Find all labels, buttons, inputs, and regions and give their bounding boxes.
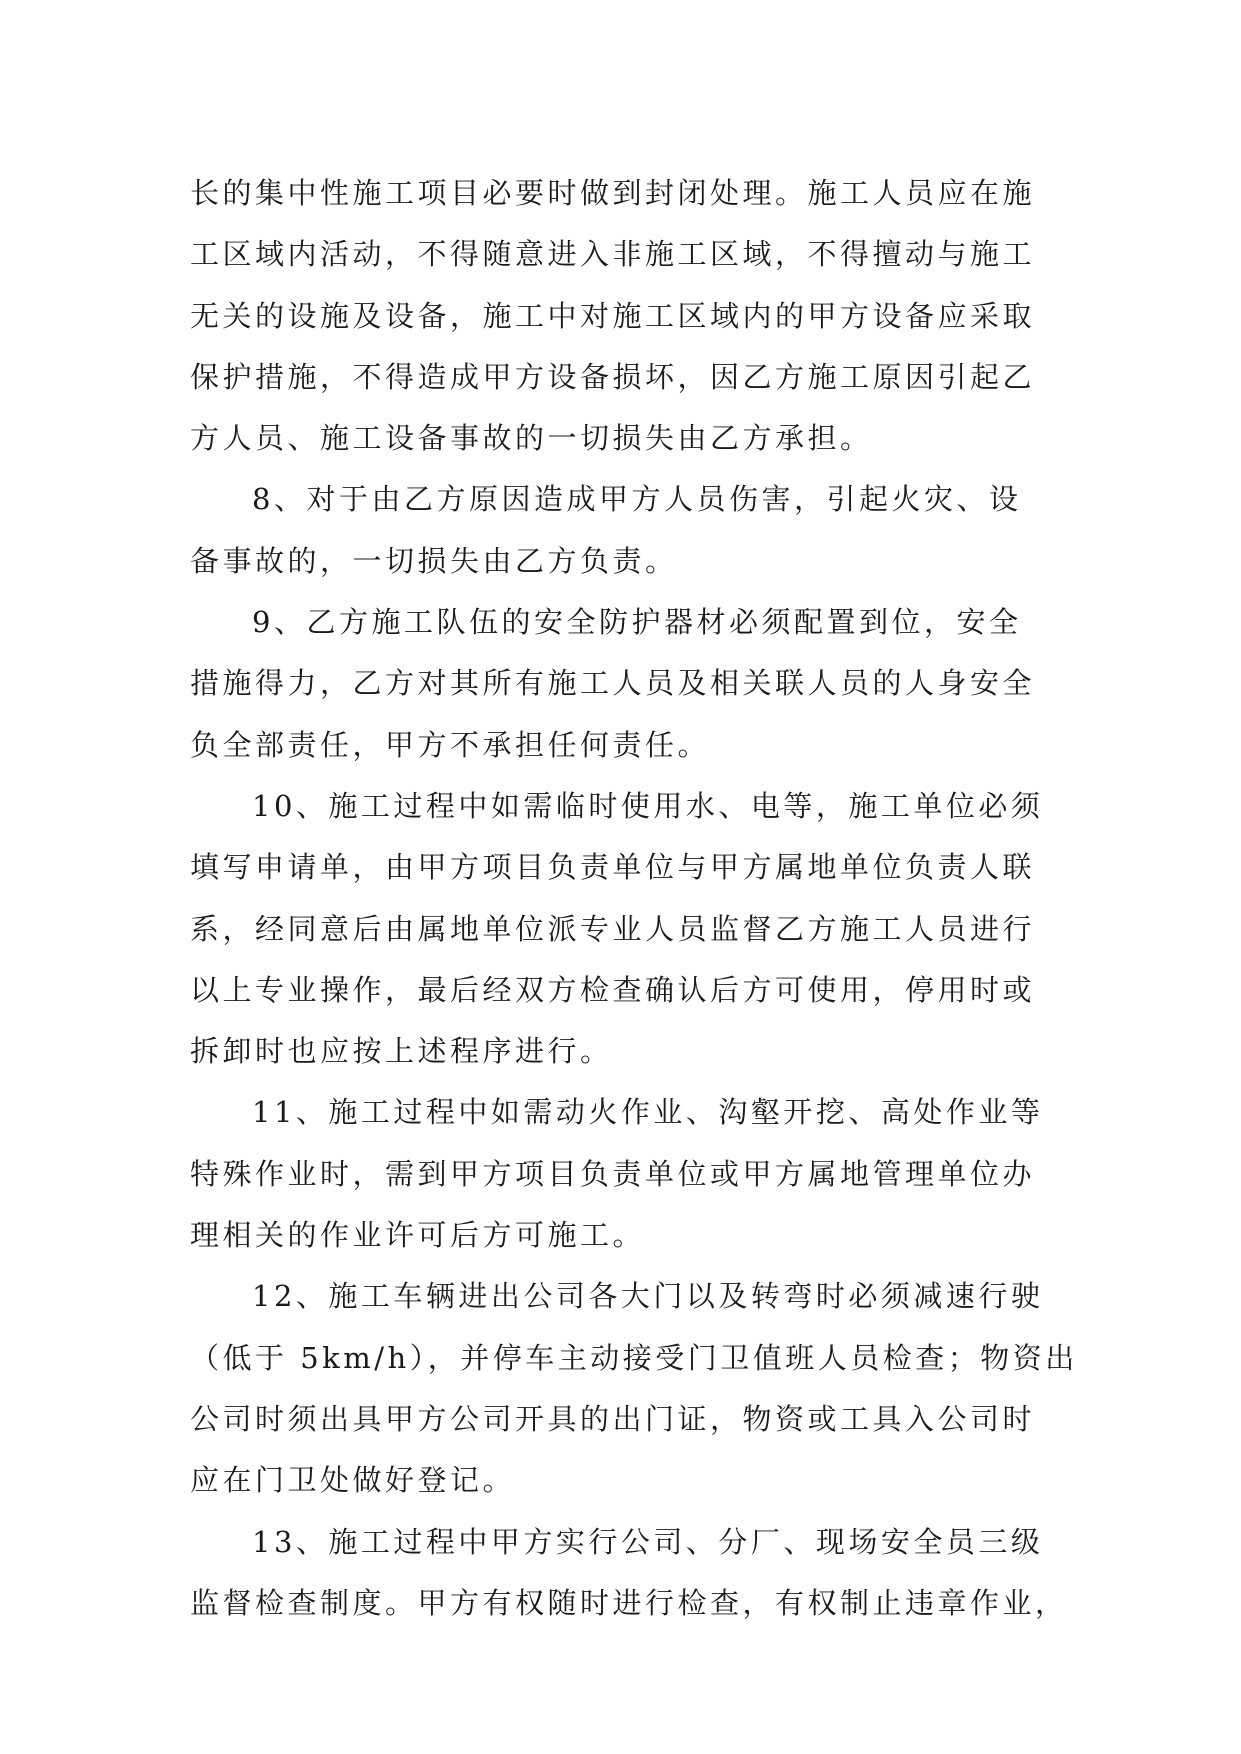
text-line: 应在门卫处做好登记。 (190, 1463, 516, 1498)
text-line: 保护措施，不得造成甲方设备损坏，因乙方施工原因引起乙 (190, 359, 1036, 394)
text-line: 填写申请单，由甲方项目负责单位与甲方属地单位负责人联 (190, 850, 1036, 885)
text-line: （低于 5km/h），并停车主动接受门卫值班人员检查；物资出 (190, 1340, 1078, 1375)
text-line: 监督检查制度。甲方有权随时进行检查，有权制止违章作业， (190, 1585, 1068, 1620)
text-line: 措施得力，乙方对其所有施工人员及相关联人员的人身安全 (190, 666, 1036, 701)
text-line: 方人员、施工设备事故的一切损失由乙方承担。 (190, 421, 873, 456)
text-line: 工区域内活动，不得随意进入非施工区域，不得擅动与施工 (190, 237, 1036, 272)
text-line: 8、对于由乙方原因造成甲方人员伤害，引起火灾、设 (252, 482, 1022, 517)
text-line: 理相关的作业许可后方可施工。 (190, 1218, 646, 1253)
body-text (190, 163, 1078, 1634)
text-line: 9、乙方施工队伍的安全防护器材必须配置到位，安全 (252, 605, 1022, 640)
text-line: 系，经同意后由属地单位派专业人员监督乙方施工人员进行 (190, 911, 1036, 946)
text-line: 长的集中性施工项目必要时做到封闭处理。施工人员应在施 (190, 176, 1036, 210)
text-line: 无关的设施及设备，施工中对施工区域内的甲方设备应采取 (190, 298, 1036, 333)
text-line: 12、施工车辆进出公司各大门以及转弯时必须减速行驶 (252, 1279, 1044, 1314)
text-line: 13、施工过程中甲方实行公司、分厂、现场安全员三级 (252, 1524, 1044, 1559)
text-line: 10、施工过程中如需临时使用水、电等，施工单位必须 (252, 788, 1044, 823)
text-line: 以上专业操作，最后经双方检查确认后方可使用，停用时或 (190, 972, 1036, 1007)
text-line: 特殊作业时，需到甲方项目负责单位或甲方属地管理单位办 (190, 1156, 1036, 1191)
text-line: 公司时须出具甲方公司开具的出门证，物资或工具入公司时 (190, 1401, 1036, 1436)
text-line: 备事故的，一切损失由乙方负责。 (190, 543, 678, 578)
text-line: 拆卸时也应按上述程序进行。 (190, 1034, 613, 1069)
text-line: 负全部责任，甲方不承担任何责任。 (190, 727, 711, 762)
text-line: 11、施工过程中如需动火作业、沟壑开挖、高处作业等 (252, 1095, 1044, 1130)
